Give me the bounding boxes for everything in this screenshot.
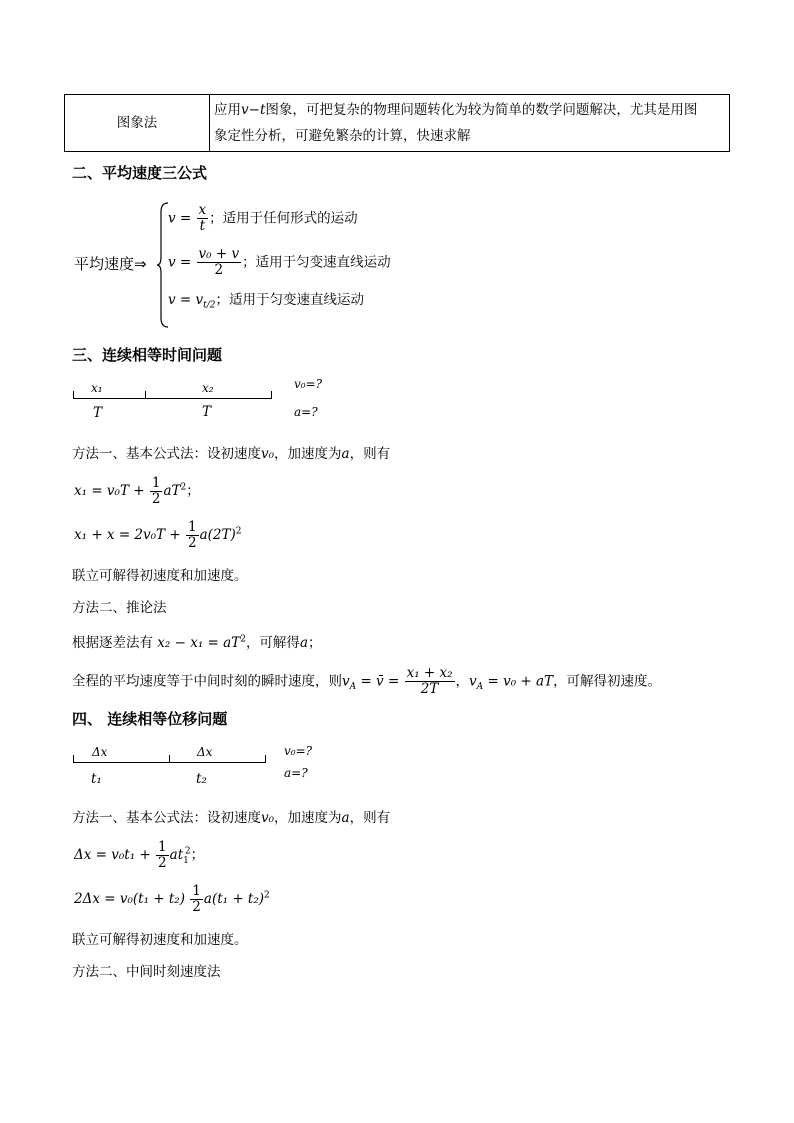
- s3-solve: 联立可解得初速度和加速度。: [72, 568, 248, 584]
- s3-method2-line1: 根据逐差法有 $x_2 - x_1 = aT^2$，可解得a；: [72, 634, 322, 651]
- unknown-v0: v₀=?: [294, 377, 323, 391]
- s4m1-a: a: [341, 810, 350, 826]
- s3-method1-title: [72, 442, 390, 462]
- time-segment-line: [73, 398, 272, 399]
- desc-math: v−t: [241, 102, 266, 118]
- f3-lhs: v = v: [168, 292, 204, 308]
- formula-2: [168, 247, 391, 278]
- s3-equation-1: x₁ = v₀T + $\frac{1}{2}$ $aT^2$；: [74, 475, 200, 507]
- m2l1-mid: ，可解得: [245, 635, 300, 651]
- s3-method2-title: 方法二、推论法: [72, 600, 167, 616]
- m2l2-eq: = v̄ =: [360, 673, 400, 690]
- seg2-time: T: [202, 404, 212, 420]
- formula-1: [168, 203, 358, 234]
- disp-seg2-time: t₂: [196, 771, 207, 787]
- s4-solve: 联立可解得初速度和加速度。: [72, 932, 248, 948]
- eq1-b: aT: [163, 483, 181, 499]
- half-den: 2: [158, 855, 167, 871]
- f2-text: ；适用于匀变速直线运动: [242, 254, 391, 271]
- method-desc-cell: [210, 95, 730, 152]
- method-name: 图象法: [116, 115, 158, 131]
- s4-method2-title: 方法二、中间时刻速度法: [72, 964, 221, 980]
- s4eq2-half: [190, 884, 203, 915]
- s4eq2-b: a(t₁ + t₂): [203, 891, 265, 907]
- desc-line1: 图象，可把复杂的物理问题转化为较为简单的数学问题解决，尤其是用图: [265, 102, 698, 118]
- tick-mid: [145, 391, 146, 399]
- m2l2-lhs: v: [342, 673, 350, 690]
- s4-method1-title: [72, 806, 390, 826]
- formula-3: [168, 288, 364, 311]
- half-num: 1: [187, 519, 197, 535]
- f1-num: x: [198, 202, 207, 218]
- eq2-a: x₁ + x = 2v₀T +: [74, 527, 181, 543]
- f2-lhs: v =: [168, 254, 192, 271]
- m2l1-end: ；: [308, 635, 322, 651]
- f2-den: 2: [214, 262, 224, 278]
- s4m1-end: ，则有: [349, 810, 391, 826]
- eq2-b: a(2T): [199, 527, 236, 543]
- f3-sub: t/2: [203, 300, 216, 311]
- m2l1-a: a: [299, 635, 308, 651]
- half-den: 2: [192, 899, 201, 915]
- s4eq2-a: 2Δx = v₀(t₁ + t₂): [74, 891, 185, 907]
- m2l2-pre: 全程的平均速度等于中间时刻的瞬时速度，则: [72, 673, 342, 690]
- m2l1-pre: 根据逐差法有: [72, 635, 153, 651]
- s4eq1-b: at: [169, 847, 184, 863]
- disp-tick-start: [73, 755, 74, 763]
- tick-end: [271, 391, 272, 399]
- seg1-label: x₁: [91, 381, 103, 395]
- f1-lhs: v =: [168, 210, 192, 227]
- m1-mid: ，加速度为: [274, 446, 342, 462]
- section4-title: 四、 连续相等位移问题: [72, 710, 228, 728]
- s4-equation-1: Δx = v₀t₁ + $\frac{1}{2}$ $at_1^2$；: [74, 839, 205, 871]
- s4m1-v0: v₀: [261, 810, 275, 826]
- m2l2-num: x₁ + x₂: [406, 665, 453, 681]
- disp-seg1-label: Δx: [92, 745, 108, 759]
- s4eq1-c: ；: [190, 847, 205, 863]
- method-name-cell: [65, 95, 210, 152]
- f2-fraction: [197, 247, 242, 278]
- half-den: 2: [187, 535, 197, 551]
- m1-end: ，则有: [349, 446, 391, 462]
- m2l2-rhs: = v₀ + aT: [487, 673, 554, 690]
- desc-line2: 象定性分析，可避免繁杂的计算，快速求解: [214, 128, 471, 144]
- disp-seg2-label: Δx: [197, 745, 213, 759]
- half-num: 1: [151, 475, 161, 491]
- avg-speed-label: 平均速度⇒: [74, 255, 147, 273]
- f1-den: t: [199, 218, 206, 234]
- section2-title: 二、平均速度三公式: [72, 164, 208, 182]
- m2l2-sep: ，: [455, 673, 470, 690]
- disp-unknown-a: a=?: [284, 766, 308, 780]
- unknown-a: a=?: [294, 405, 318, 419]
- eq1-half: [150, 476, 163, 507]
- disp-unknown-v0: v₀=?: [284, 744, 313, 758]
- disp-tick-mid: [169, 755, 170, 763]
- m1-title-text: 方法一、基本公式法：设初速度: [72, 446, 261, 462]
- m1-v0: v₀: [261, 446, 275, 462]
- tick-start: [73, 391, 74, 399]
- f1-fraction: [197, 203, 209, 234]
- m2l2-den: 2T: [420, 681, 439, 697]
- method-table: [64, 94, 730, 152]
- seg1-time: T: [93, 405, 103, 421]
- s3-method2-line2: [72, 666, 661, 697]
- seg2-label: x₂: [202, 381, 214, 395]
- m2l2-end: ，可解得初速度。: [553, 673, 662, 690]
- m2l2-fraction: [405, 666, 455, 697]
- disp-tick-end: [265, 755, 266, 763]
- s4m1-mid: ，加速度为: [274, 810, 342, 826]
- s4-equation-2: 2Δx = v₀(t₁ + t₂) $\frac{1}{2}$ $a(t_1 + t_2)^2$: [74, 883, 270, 915]
- f3-text: ；适用于匀变速直线运动: [215, 292, 365, 308]
- half-den: 2: [151, 491, 161, 507]
- s3-equation-2: x₁ + x = 2v₀T + $\frac{1}{2}$ $a(2T)^2$: [74, 519, 242, 551]
- half-num: 1: [192, 883, 201, 899]
- f1-text: ；适用于任何形式的运动: [209, 210, 358, 227]
- section3-title: 三、连续相等时间问题: [72, 346, 223, 364]
- desc-pre: 应用: [214, 102, 241, 118]
- half-num: 1: [158, 839, 167, 855]
- eq1-c: ；: [186, 483, 200, 499]
- s4eq1-half: [156, 840, 169, 871]
- s4m1-title-text: 方法一、基本公式法：设初速度: [72, 810, 261, 826]
- eq1-a: x₁ = v₀T +: [74, 483, 145, 499]
- m2l2-lhs2-sub: A: [476, 682, 484, 693]
- m2l1-math: x₂ − x₁ = aT: [157, 635, 241, 651]
- eq2-half: [186, 520, 199, 551]
- m2l2-lhs2: v: [469, 673, 477, 690]
- s4eq1-a: Δx = v₀t₁ +: [74, 847, 151, 863]
- disp-seg1-time: t₁: [91, 771, 102, 787]
- m1-a: a: [341, 446, 350, 462]
- m2l2-lhs-sub: A: [349, 682, 357, 693]
- f2-num: v₀ + v: [198, 246, 240, 262]
